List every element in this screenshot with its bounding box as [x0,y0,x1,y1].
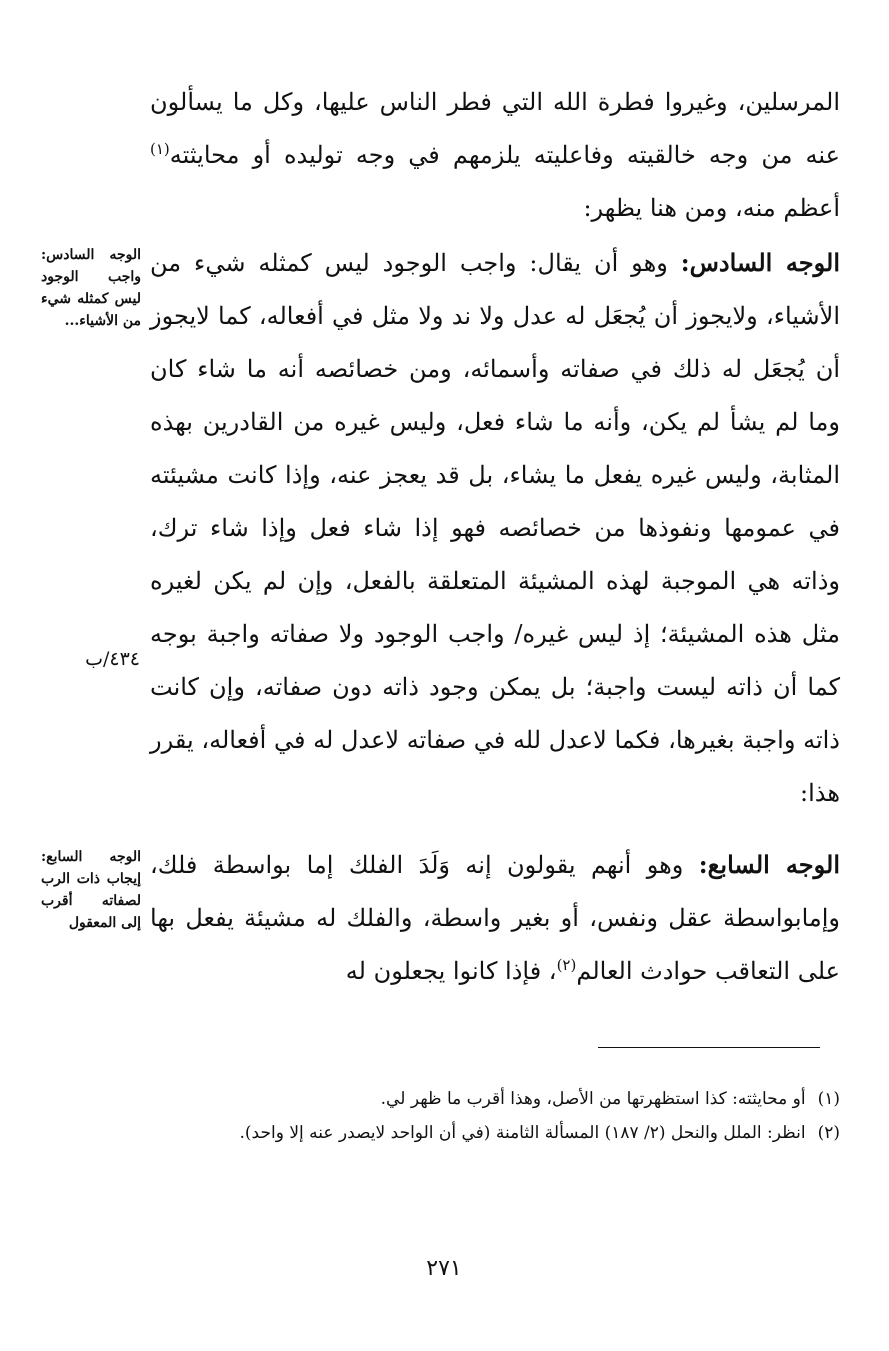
seventh-aspect-paragraph [150,838,840,998]
intro-paragraph [150,76,840,235]
sixth-aspect-paragraph [150,236,840,820]
footnote-ref-2[interactable]: (٢) [556,956,577,974]
sixth-aspect-body: وهو أن يقال: واجب الوجود ليس كمثله شيء من الأشياء، ولايجوز أن يُجعَل له عدل ولا ند ولا مثل في أفعاله، كما لايجوز أن يُجعَل له ذلك في صفاته وأسمائه، ومن خصائصه أنه ما شاء كان وما لم يشأ لم يكن، وأنه ما شاء فعل، وليس غيره من القادرين بهذه المثابة، وليس غيره يفعل ما يشاء، بل قد يعجز عنه، وإذا كانت مشيئته في عمومها ونفوذها من خصائصه فهو إذا شاء فعل وإذا شاء ترك، وذاته هي الموجبة لهذه المشيئة المتعلقة بالفعل، وإن لم يكن لغيره مثل هذه المشيئة؛ إذ ليس غيره/ واجب الوجود ولا صفاته واجبة بوجه كما أن ذاته ليست واجبة؛ بل يمكن وجود ذاته دون صفاته، وإن كانت ذاته واجبة بغيرها، فكما لاعدل لله في صفاته لاعدل له في أفعاله، يقرر هذا: [150,249,840,807]
footnote-separator [598,1047,820,1048]
page-number: ٢٧١ [426,1256,462,1281]
footnote-ref-1[interactable]: (١) [150,140,170,158]
manuscript-folio-marker: ٤٣٤/ب [85,648,140,670]
footnote [150,1082,840,1116]
footnote-text: انظر: الملل والنحل (٢/ ١٨٧) المسألة الثامنة (في أن الواحد لايصدر عنه إلا واحد). [239,1123,806,1143]
sixth-aspect-heading: الوجه السادس: [680,248,841,277]
intro-tail: أعظم منه، ومن هنا يظهر: [583,194,840,222]
seventh-aspect-heading: الوجه السابع: [698,850,840,879]
seventh-aspect-body: وهو أنهم يقولون إنه وَلَدَ الفلك إما بواسطة فلك، وإمابواسطة عقل ونفس، أو بغير واسطة، والفلك له مشيئة يفعل بها على التعاقب حوادث العالم [150,851,840,985]
footnote [150,1116,840,1150]
footnote-number: (٢) [817,1123,840,1143]
seventh-aspect-body-end: ، فإذا كانوا يجعلون له [345,957,557,985]
margin-note-seventh: الوجه السابع: إيجاب ذات الرب لصفاته أقرب إلى المعقول [41,849,141,931]
footnote-text: أو محايثته: كذا استظهرتها من الأصل، وهذا أقرب ما ظهر لي. [380,1089,806,1109]
footnotes [150,1082,840,1150]
margin-note-sixth: الوجه السادس: واجب الوجود ليس كمثله شيء من الأشياء... [41,247,141,329]
footnote-number: (١) [817,1089,840,1109]
intro-text: المرسلين، وغيروا فطرة الله التي فطر الناس عليها، وكل ما يسألون عنه من وجه خالقيته وفاعليته يلزمهم في وجه توليده أو محايثته [150,88,840,169]
